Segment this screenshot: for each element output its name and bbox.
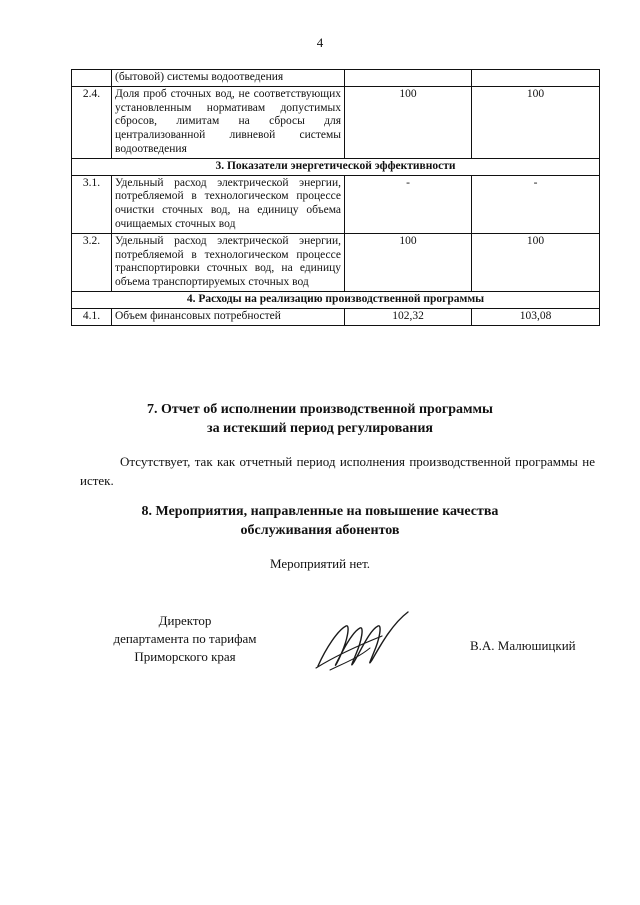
row-value-1: 102,32: [345, 308, 472, 325]
table-row: [72, 233, 600, 291]
signatory-line2: департамента по тарифам: [113, 631, 257, 646]
section8-title-line1: 8. Мероприятия, направленные на повышение качества: [141, 504, 499, 519]
row-description: (бытовой) системы водоотведения: [112, 70, 345, 87]
section7-title-line2: за истекший период регулирования: [207, 421, 433, 436]
row-description: Доля проб сточных вод, не соответствующих установленным нормативам допустимых сбросов, лимитам на сбросы для централизованной ливневой системы водоотведения: [112, 86, 345, 158]
table-row: [72, 70, 600, 87]
row-value-1: -: [345, 175, 472, 233]
row-value-2: [472, 70, 600, 87]
row-number: 4.1.: [72, 308, 112, 325]
section8-title-line2: обслуживания абонентов: [240, 523, 400, 538]
row-description: Удельный расход электрической энергии, потребляемой в технологическом процессе очистки сточных вод, на единицу объема очищаемых сточных вод: [112, 175, 345, 233]
section7-text: Отсутствует, так как отчетный период исполнения производственной программы не истек.: [80, 454, 595, 488]
row-number: 2.4.: [72, 86, 112, 158]
section-header: 4. Расходы на реализацию производственной программы: [72, 291, 600, 308]
row-number: 3.2.: [72, 233, 112, 291]
signatory-line3: Приморского края: [134, 649, 236, 664]
row-value-2: -: [472, 175, 600, 233]
section8-text: Мероприятий нет.: [269, 556, 371, 571]
row-value-2: 103,08: [472, 308, 600, 325]
table-row: [72, 308, 600, 325]
row-number: 3.1.: [72, 175, 112, 233]
signatory-line1: Директор: [158, 613, 212, 628]
indicators-table: [71, 69, 600, 326]
row-value-1: 100: [345, 86, 472, 158]
section7-title-line1: 7. Отчет об исполнении производственной программы: [146, 402, 493, 417]
handwritten-signature-icon: [312, 608, 412, 676]
row-value-1: 100: [345, 233, 472, 291]
table-row: [72, 175, 600, 233]
row-value-1: [345, 70, 472, 87]
row-value-2: 100: [472, 86, 600, 158]
page-number: 4: [316, 35, 324, 50]
table-body: [72, 70, 600, 326]
signatory-name: В.А. Малюшицкий: [470, 638, 576, 653]
table-row: [72, 86, 600, 158]
section-header-row: [72, 158, 600, 175]
row-description: Удельный расход электрической энергии, потребляемой в технологическом процессе транспортировки сточных вод, на единицу объема транспортируемых сточных вод: [112, 233, 345, 291]
section-header-row: [72, 291, 600, 308]
row-description: Объем финансовых потребностей: [112, 308, 345, 325]
signatory-position: [85, 612, 285, 666]
row-value-2: 100: [472, 233, 600, 291]
row-number: [72, 70, 112, 87]
section-header: 3. Показатели энергетической эффективности: [72, 158, 600, 175]
